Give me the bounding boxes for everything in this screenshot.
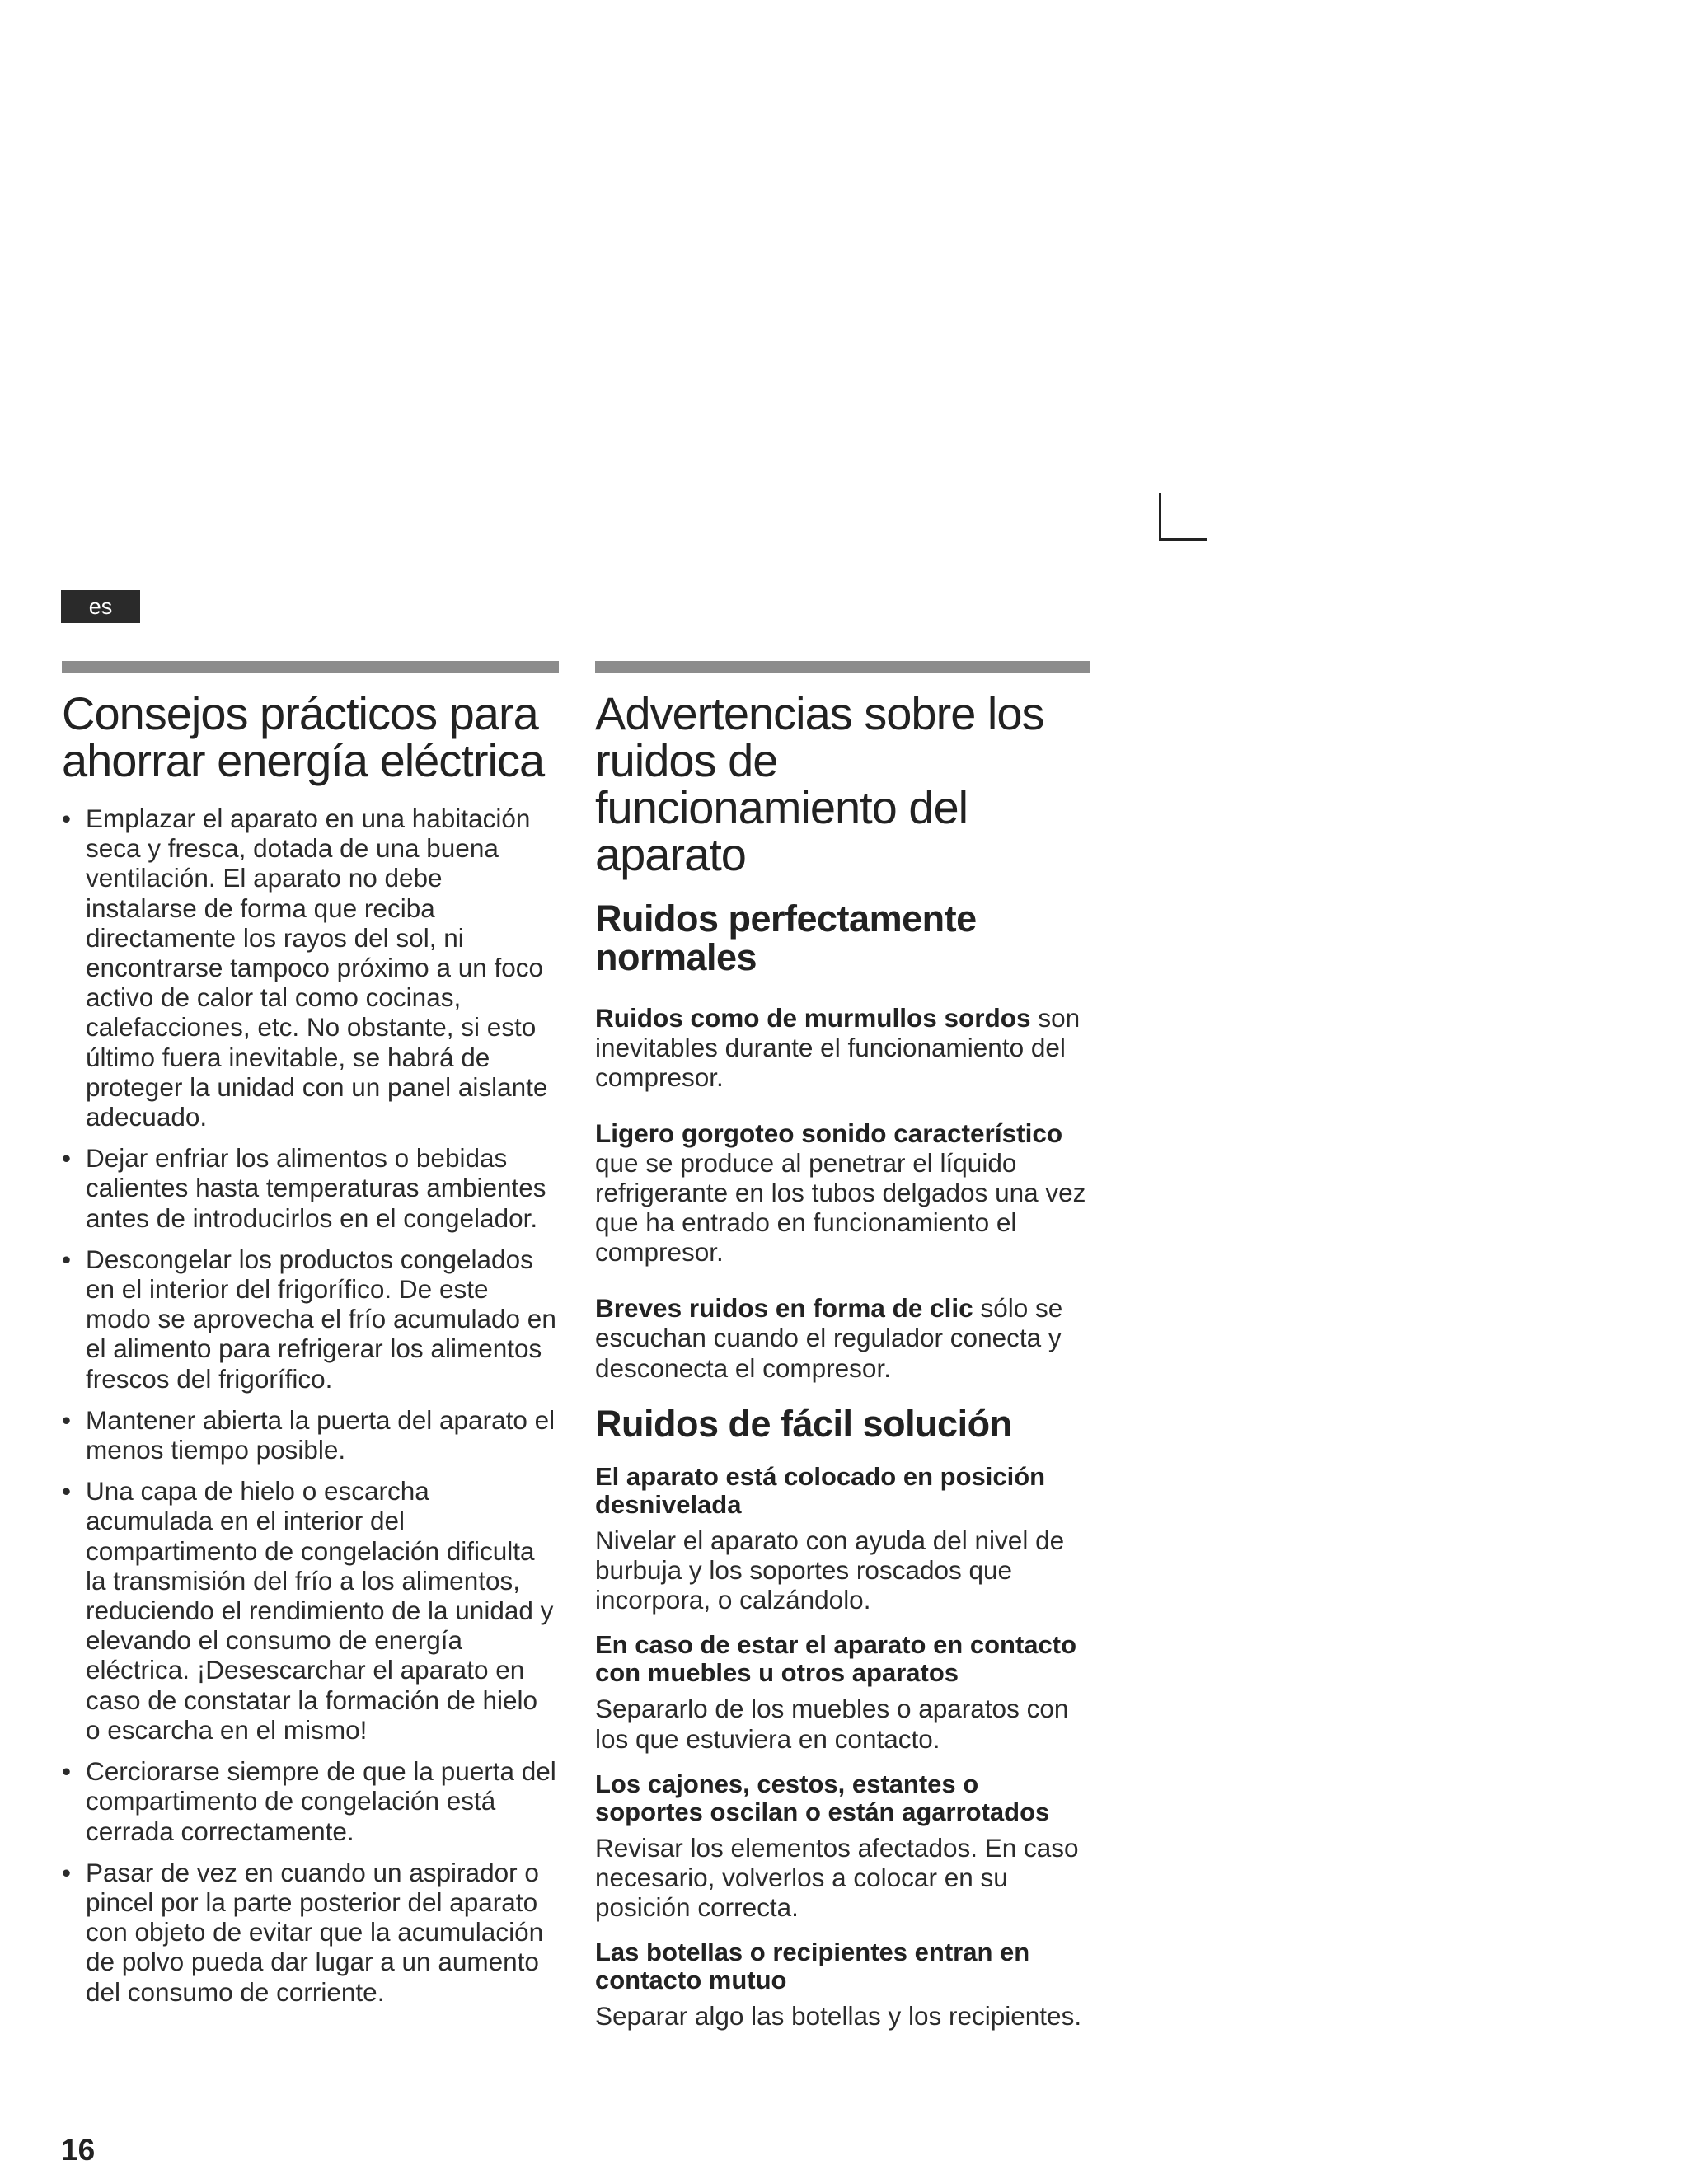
fix-item-text: Revisar los elementos afectados. En caso necesario, volverlos a colocar en su posición correcta. — [595, 1832, 1079, 1923]
fix-item — [595, 1631, 1090, 1753]
energy-tips-title: Consejos prácticos para ahorrar energía eléctrica — [62, 687, 545, 786]
list-item: • Una capa de hielo o escarcha acumulada en el interior del compartimento de congelación dificulta la transmisión del frío a los alimentos, reduciendo el rendimiento de la unidad y elevando el consumo de energía eléctrica. ¡Desescarchar el aparato en caso de constatar la formación de hielo o escarcha en el mismo! — [62, 1476, 559, 1745]
fix-item — [595, 1770, 1090, 1923]
fix-item-heading: En caso de estar el aparato en contacto con muebles u otros aparatos — [595, 1630, 1077, 1688]
section-rule — [595, 661, 1090, 673]
fix-item-heading: Los cajones, cestos, estantes o soportes oscilan o están agarrotados — [595, 1769, 1050, 1826]
noise-item — [595, 1118, 1090, 1268]
fix-item-text: Separar algo las botellas y los recipientes. — [595, 2001, 1082, 2032]
fixable-noises-heading: Ruidos de fácil solución — [595, 1402, 1012, 1445]
crop-mark — [1159, 493, 1207, 541]
list-item: • Dejar enfriar los alimentos o bebidas calientes hasta temperaturas ambientes antes de introducirlos en el congelador. — [62, 1143, 559, 1233]
noise-item-text: que se produce al penetrar el líquido refrigerante en los tubos delgados una vez que ha entrado en funcionamiento el compresor. — [595, 1147, 1086, 1268]
energy-tips-list — [62, 804, 559, 2007]
fix-item-text: Separarlo de los muebles o aparatos con los que estuviera en contacto. — [595, 1694, 1069, 1754]
noise-item — [595, 1003, 1090, 1093]
page-number: 16 — [61, 2133, 96, 2167]
list-item: • Emplazar el aparato en una habitación seca y fresca, dotada de una buena ventilación. El aparato no debe instalarse de forma que reciba directamente los rayos del sol, ni encontrarse tampoco próximo a un foco activo de calor tal como cocinas, calefacciones, etc. No obstante, si esto último fuera inevitable, se habrá de proteger la unidad con un panel aislante adecuado. — [62, 804, 559, 1132]
fix-item — [595, 1938, 1090, 2031]
fix-item-heading: Las botellas o recipientes entran en contacto mutuo — [595, 1938, 1030, 1995]
language-tag: es — [61, 590, 140, 623]
normal-noises-heading: Ruidos perfectamente normales — [595, 898, 977, 978]
noise-item-label: Ligero gorgoteo sonido característico — [595, 1118, 1063, 1148]
noise-warnings-title: Advertencias sobre los ruidos de funcionamiento del aparato — [595, 687, 1044, 880]
energy-tips-column — [62, 661, 559, 2018]
noise-warnings-column — [595, 661, 1090, 2048]
section-rule — [62, 661, 559, 673]
noise-item-label: Ruidos como de murmullos sordos — [595, 1002, 1031, 1033]
list-item: • Mantener abierta la puerta del aparato el menos tiempo posible. — [62, 1405, 559, 1465]
list-item: • Pasar de vez en cuando un aspirador o pincel por la parte posterior del aparato con objeto de evitar que la acumulación de polvo pueda dar lugar a un aumento del consumo de corriente. — [62, 1858, 559, 2007]
noise-item-text: son inevitables durante el funcionamiento del compresor. — [595, 1002, 1081, 1092]
fix-item-text: Nivelar el aparato con ayuda del nivel de burbuja y los soportes roscados que incorpora, o calzándolo. — [595, 1525, 1065, 1615]
list-item: • Cerciorarse siempre de que la puerta del compartimento de congelación está cerrada correctamente. — [62, 1756, 559, 1846]
fix-item — [595, 1463, 1090, 1615]
list-item: • Descongelar los productos congelados en el interior del frigorífico. De este modo se aprovecha el frío acumulado en el alimento para refrigerar los alimentos frescos del frigorífico. — [62, 1244, 559, 1394]
noise-item-label: Breves ruidos en forma de clic — [595, 1293, 973, 1324]
noise-item — [595, 1293, 1090, 1383]
noise-item-text: sólo se escuchan cuando el regulador conecta y desconecta el compresor. — [595, 1293, 1063, 1383]
fix-item-heading: El aparato está colocado en posición desnivelada — [595, 1461, 1046, 1519]
